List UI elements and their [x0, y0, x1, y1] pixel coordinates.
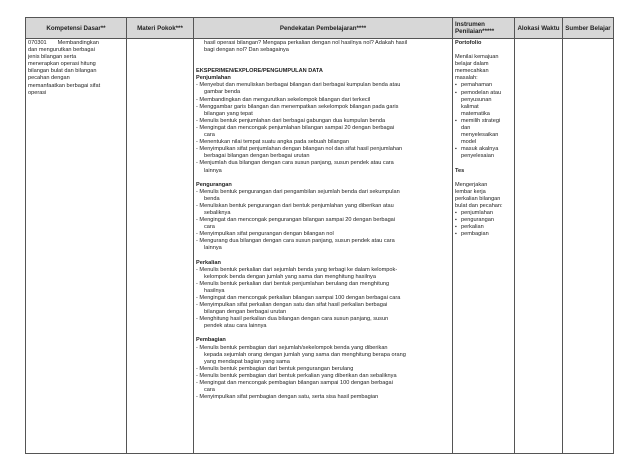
- header-pendekatan: Pendekatan Pembelajaran****: [194, 18, 453, 39]
- kd-cell: [26, 39, 127, 454]
- portofolio-item: kalimat: [461, 103, 479, 110]
- portofolio-line: Menilai kemajuan: [455, 54, 499, 61]
- kd-line: jenis bilangan serta: [28, 54, 77, 61]
- section-line: - Membandingkan dan mengurutkan sekelompok bilangan dari terkecil: [196, 96, 371, 103]
- section-gap: [196, 253, 450, 260]
- section-gap: [196, 175, 450, 182]
- portofolio-item: model: [461, 139, 477, 146]
- section-line: - Menuliskan bentuk pengurangan dari bentuk penjumlahan yang diberikan atau: [196, 202, 394, 209]
- section-line: lainnya: [204, 167, 222, 174]
- section-title: Pengurangan: [196, 181, 232, 188]
- section-line: - Menggambar garis bilangan dan menempatkan sekelompok bilangan pada garis: [196, 103, 399, 110]
- portofolio-item: penyelesaian: [461, 153, 494, 160]
- kd-text: [28, 47, 124, 97]
- section-line: - Menjumlah dua bilangan dengan cara susun panjang, susun pendek atau cara: [196, 160, 394, 167]
- section-line: hasilnya: [204, 287, 225, 294]
- header-materi-pokok: Materi Pokok***: [127, 18, 194, 39]
- tes-item: ▪ perkalian: [455, 224, 512, 231]
- kd-line: operasi: [28, 89, 47, 96]
- section-line: - Menyimpulkan sifat pembagian dengan satu, serta sisa hasil pembagian: [196, 394, 379, 401]
- section-line: sebaliknya: [204, 209, 231, 216]
- portofolio-item: dan: [461, 125, 471, 132]
- intro-line: hasil operasi bilangan? Mengapa perkalian dengan nol hasilnya nol? Adakah hasil: [204, 40, 408, 46]
- kd-first-line: [28, 40, 124, 47]
- section-line: benda: [204, 195, 220, 202]
- kd-line: dan mengurutkan berbagai: [28, 47, 95, 54]
- section-line: yang mendapat bagian yang sama: [204, 358, 290, 365]
- tes-title: Tes: [455, 167, 465, 174]
- kd-line: pecahan dengan: [28, 75, 70, 82]
- section-title: Penjumlahan: [196, 75, 231, 82]
- section-line: kepada sejumlah orang dengan jumlah yang sama dan menghitung berapa orang: [204, 351, 406, 358]
- tes-list: [455, 210, 512, 238]
- section-line: - Menyimpulkan sifat pengurangan dengan bilangan nol: [196, 231, 334, 238]
- portofolio-item: ▪ memilih strategi: [455, 118, 512, 125]
- portofolio-item: menyelesaikan: [461, 132, 499, 139]
- portofolio-item: ▪ pemodelan atau: [455, 90, 512, 97]
- tes-item: ▪ pengurangan: [455, 217, 512, 224]
- section-line: - Menulis bentuk pembagian dari sejumlah/sekelompok benda yang diberikan: [196, 344, 388, 351]
- section-line: - Mengingat dan mencongak penjumlahan bilangan sampai 20 dengan berbagai: [196, 124, 395, 131]
- kd-line: bilangan bulat dan bilangan: [28, 68, 97, 75]
- header-kompetensi-dasar: Kompetensi Dasar**: [26, 18, 127, 39]
- section-line: - Menyimpulkan sifat perkalian dengan satu dan sifat hasil perkalian berbagai: [196, 302, 388, 309]
- section-line: - Menulis bentuk penjumlahan dari berbagai gabungan dua kumpulan benda: [196, 117, 386, 124]
- section-line: - Menyebut dan menuliskan berbagai bilangan dari berbagai kumpulan benda atau: [196, 82, 401, 89]
- section-line: cara: [204, 132, 215, 139]
- section-line: lainnya: [204, 245, 222, 252]
- section-line: gambar benda: [204, 89, 241, 96]
- section-line: - Menghitung hasil perkalian dua bilangan dengan cara susun panjang, susun: [196, 316, 389, 323]
- content-row: [26, 39, 614, 454]
- section-line: - Mengingat dan mencongak pembagian bilangan sampai 100 dengan berbagai: [196, 380, 393, 387]
- rpp-table: [25, 17, 614, 454]
- kd-line: memanfaatkan berbagai sifat: [28, 82, 101, 89]
- tes-line: Mengerjakan: [455, 181, 488, 188]
- portofolio-item: penyusunan: [461, 96, 492, 103]
- header-row: [26, 18, 614, 39]
- portofolio-item: ▪ masuk akalnya: [455, 146, 512, 153]
- section-title: Pembagian: [196, 337, 226, 344]
- intro-line: bagi dengan nol? Dan sebagainya: [204, 47, 289, 54]
- tes-text: [455, 182, 512, 210]
- kd-code: 070301: [28, 40, 47, 46]
- portofolio-list: [455, 82, 512, 160]
- tes-item: ▪ pembagian: [455, 231, 512, 238]
- sections: [196, 75, 450, 401]
- header-instrumen: Instrumen Penilaian*****: [453, 18, 515, 39]
- instrumen-cell: [453, 39, 515, 454]
- pendekatan-cell: [194, 39, 453, 454]
- portofolio-line: masalah:: [455, 75, 478, 82]
- section-gap: [196, 330, 450, 337]
- portofolio-title: Portofolio: [455, 40, 482, 46]
- eksperimen-title: EKSPERIMEN/EXPLORE/PENGUMPULAN DATA: [196, 68, 323, 75]
- section-line: cara: [204, 224, 215, 231]
- portofolio-item: matematika: [461, 110, 490, 117]
- section-line: - Mengingat dan mencongak perkalian bilangan sampai 100 dengan berbagai cara: [196, 295, 401, 301]
- tes-line: bulat dan pecahan:: [455, 202, 503, 209]
- tes-line: perkalian bilangan: [455, 195, 501, 202]
- section-line: berbagai bilangan dengan berbagai urutan: [204, 153, 310, 160]
- portofolio-item: ▪ pemahaman: [455, 82, 512, 89]
- section-line: - Menulis bentuk pembagian dari bentuk pengurangan berulang: [196, 365, 354, 372]
- section-line: pendek atau cara lainnya: [204, 323, 267, 330]
- header-alokasi: Alokasi Waktu: [515, 18, 563, 39]
- section-line: kelompok benda dengan jumlah yang sama dan menghitung hasilnya: [204, 273, 376, 280]
- portofolio-line: belajar dalam: [455, 61, 489, 68]
- section-line: - Menentukan nilai tempat suatu angka pada sebuah bilangan: [196, 139, 350, 146]
- section-line: - Menyimpulkan sifat penjumlahan dengan bilangan nol dan sifat hasil penjumlahan: [196, 146, 403, 153]
- section-line: - Menulis bentuk perkalian dari sejumlah benda yang terbagi ke dalam kelompok-: [196, 266, 398, 273]
- alokasi-cell: [515, 39, 563, 454]
- portofolio-line: memecahkan: [455, 68, 489, 75]
- tes-item: ▪ penjumlahan: [455, 210, 512, 217]
- section-line: - Menulis bentuk pembagian dari bentuk perkalian yang diberikan dan sebaliknya: [196, 372, 397, 379]
- tes-line: lembar kerja: [455, 188, 486, 195]
- sumber-cell: [563, 39, 614, 454]
- section-line: - Menulis bentuk perkalian dari bentuk penjumlahan berulang dan menghitung: [196, 280, 390, 287]
- materi-cell: [127, 39, 194, 454]
- section-line: bilangan dengan berbagai urutan: [204, 309, 287, 316]
- header-sumber: Sumber Belajar: [563, 18, 614, 39]
- section-title: Perkalian: [196, 259, 221, 266]
- section-line: - Menulis bentuk pengurangan dari pengambilan sejumlah benda dari sekumpulan: [196, 188, 400, 195]
- section-line: - Mengurang dua bilangan dengan cara susun panjang, susun pendek atau cara: [196, 238, 395, 245]
- section-line: - Mengingat dan mencongak pengurangan bilangan sampai 20 dengan berbagai: [196, 217, 396, 224]
- portofolio-text: [455, 54, 512, 82]
- section-line: bilangan yang tepat: [204, 110, 253, 117]
- section-line: cara: [204, 387, 215, 394]
- kd-first-word: Membandingkan: [57, 40, 99, 46]
- kd-line: menerapkan operasi hitung: [28, 61, 96, 68]
